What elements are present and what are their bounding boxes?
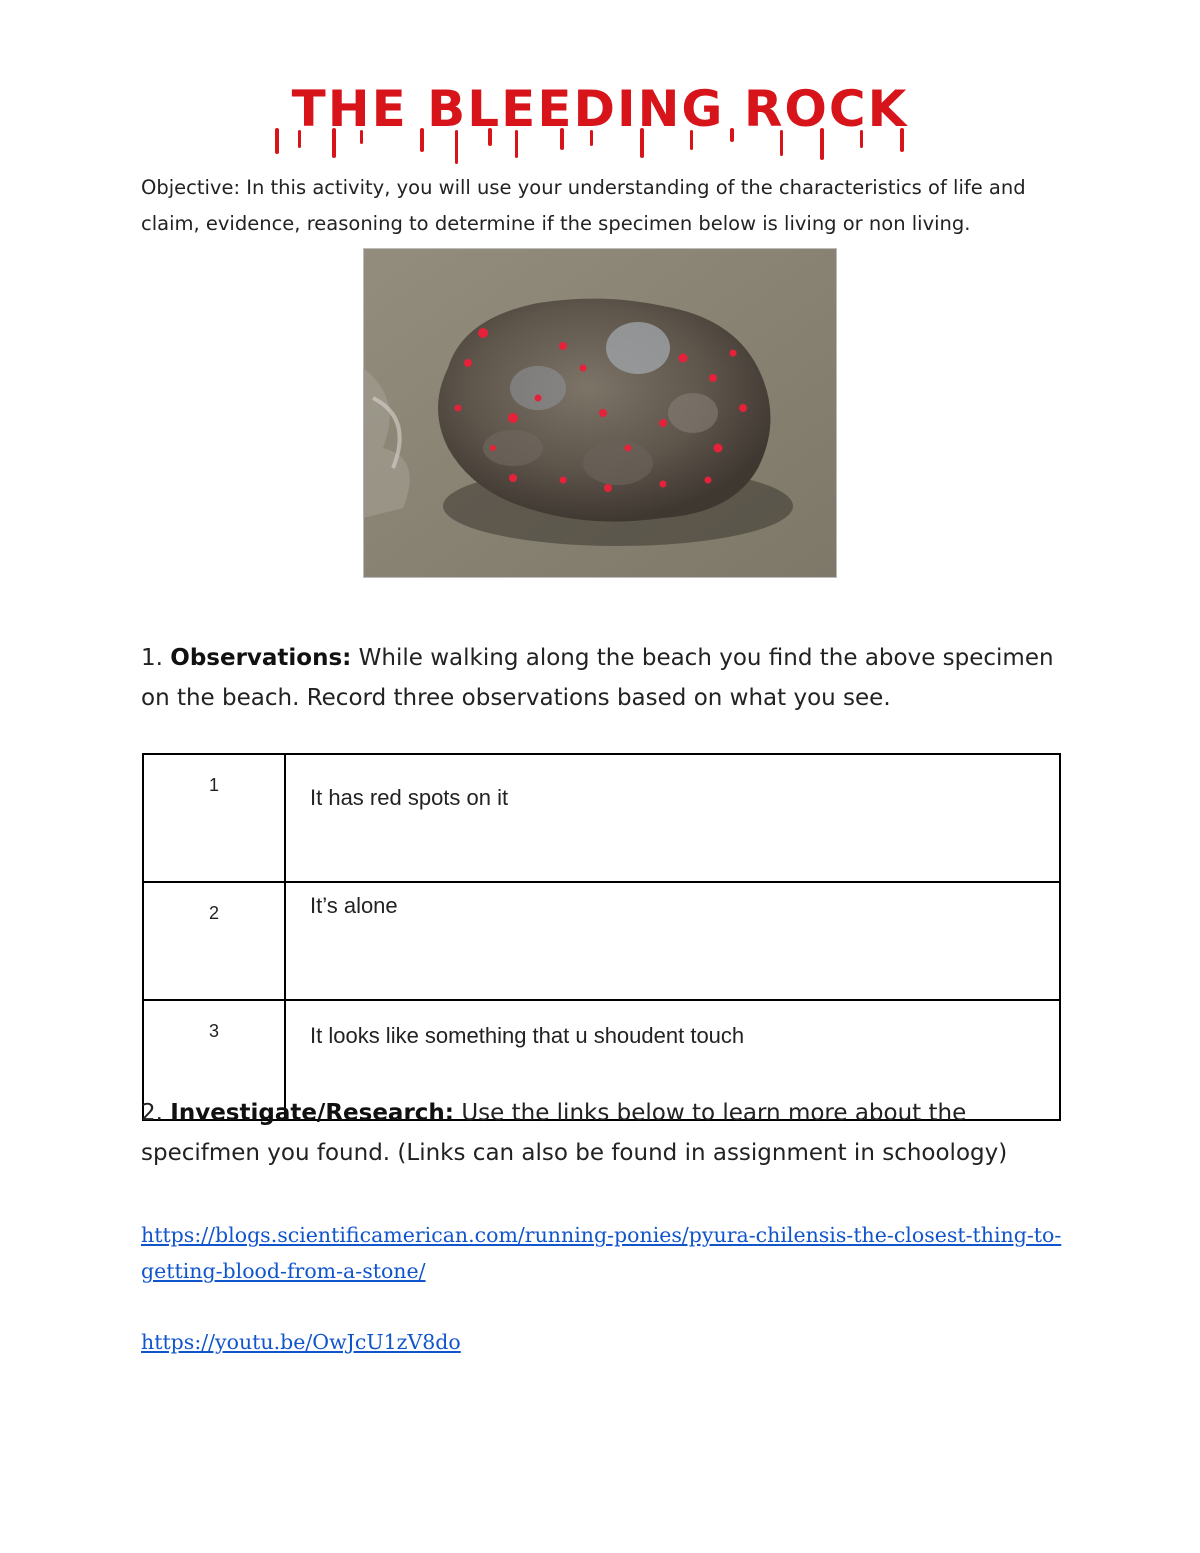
observation-number: 1 xyxy=(143,754,285,882)
scientific-american-link[interactable]: https://blogs.scientificamerican.com/running-ponies/pyura-chilensis-the-closest-thing-to-getting-blood-from-a-stone/ xyxy=(141,1223,1062,1283)
table-row xyxy=(143,754,1060,882)
observation-answer[interactable]: It looks like something that u shoudent touch xyxy=(285,1000,1060,1120)
question-2-number: 2. xyxy=(141,1100,163,1126)
specimen-photo xyxy=(363,248,837,578)
objective-text: Objective: In this activity, you will use your understanding of the characteristics of life and claim, evidence, reasoning to determine if the specimen below is living or non living. xyxy=(141,176,1026,235)
question-1-heading: Observations: xyxy=(170,645,352,671)
youtube-link[interactable]: https://youtu.be/OwJcU1zV8do xyxy=(141,1330,461,1354)
question-1-number: 1. xyxy=(141,645,163,671)
question-2 xyxy=(141,1093,1081,1173)
question-2-heading: Investigate/Research: xyxy=(170,1100,455,1126)
observation-answer[interactable]: It has red spots on it xyxy=(285,754,1060,882)
observation-number: 2 xyxy=(143,882,285,1000)
title-block xyxy=(0,78,1200,168)
question-1 xyxy=(141,638,1081,718)
question-2-text: Use the links below to learn more about the specifmen you found. (Links can also be found in assignment in schoology) xyxy=(141,1100,1008,1166)
page-title: THE BLEEDING ROCK xyxy=(291,80,909,138)
observations-table xyxy=(142,753,1061,1121)
table-row xyxy=(143,882,1060,1000)
observation-answer[interactable]: It’s alone xyxy=(285,882,1060,1000)
question-1-text: While walking along the beach you find the above specimen on the beach. Record three observations based on what you see. xyxy=(141,645,1054,711)
observation-number: 3 xyxy=(143,1000,285,1120)
